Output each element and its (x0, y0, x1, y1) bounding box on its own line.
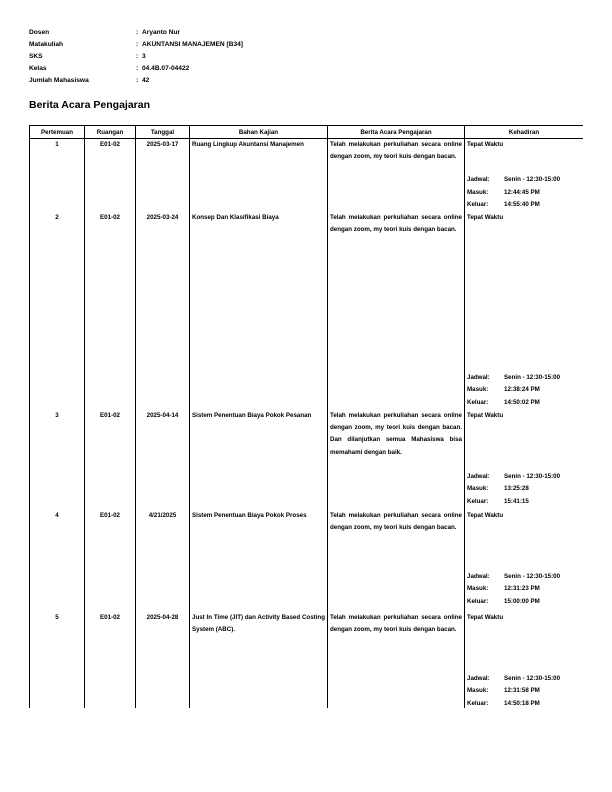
attendance-status: Tepat Waktu (467, 511, 504, 519)
cell-ruangan: E01-02 (85, 212, 136, 410)
jadwal-value: Senin - 12:30-15:00 (504, 573, 561, 581)
masuk-value: 12:44:45 PM (504, 188, 540, 196)
col-header-kehadiran: Kehadiran (465, 126, 584, 139)
cell-tanggal: 2025-03-17 (136, 139, 190, 212)
jadwal-value: Senin - 12:30-15:00 (504, 675, 561, 683)
info-label: Matakuliah (29, 40, 64, 48)
cell-pertemuan: 2 (30, 212, 85, 410)
keluar-label: Keluar: (467, 699, 489, 707)
masuk-value: 12:31:58 PM (504, 687, 540, 695)
keluar-value: 14:50:18 PM (504, 699, 540, 707)
cell-bahan-kajian: Sistem Penentuan Biaya Pokok Proses (190, 510, 328, 612)
cell-ruangan: E01-02 (85, 510, 136, 612)
jadwal-label: Jadwal: (467, 675, 490, 683)
keluar-label: Keluar: (467, 497, 489, 505)
masuk-label: Masuk: (467, 386, 489, 394)
cell-tanggal: 2025-04-14 (136, 410, 190, 510)
cell-kehadiran (465, 410, 584, 510)
info-value: 3 (142, 52, 146, 60)
attendance-status: Tepat Waktu (467, 141, 504, 148)
cell-berita-acara: Telah melakukan perkuliahan secara online dengan zoom, my teori kuis dengan bacan. (328, 510, 465, 612)
col-header-ruangan: Ruangan (85, 126, 136, 139)
col-header-tanggal: Tanggal (136, 126, 190, 139)
attendance-times (467, 174, 581, 211)
cell-bahan-kajian: Sistem Penentuan Biaya Pokok Pesanan (190, 410, 328, 510)
masuk-label: Masuk: (467, 585, 489, 593)
cell-pertemuan: 3 (30, 410, 85, 510)
attendance-status: Tepat Waktu (467, 213, 504, 221)
cell-pertemuan: 1 (30, 139, 85, 212)
masuk-value: 12:31:23 PM (504, 585, 540, 593)
info-value: 04.4B.07-04422 (142, 64, 190, 72)
table-row (30, 139, 584, 212)
info-label: Dosen (29, 28, 50, 36)
info-value: AKUNTANSI MANAJEMEN [B34] (142, 40, 243, 48)
info-separator: : (136, 28, 139, 36)
section-heading: Berita Acara Pengajaran (29, 99, 151, 111)
table-row (30, 410, 584, 510)
masuk-label: Masuk: (467, 687, 489, 695)
info-row (29, 74, 243, 86)
col-header-pertemuan: Pertemuan (30, 126, 85, 139)
keluar-label: Keluar: (467, 597, 489, 605)
info-label: Kelas (29, 64, 47, 72)
table-row (30, 212, 584, 410)
cell-berita-acara: Telah melakukan perkuliahan secara online dengan zoom, my teori kuis dengan bacan. (328, 612, 465, 708)
masuk-value: 12:38:24 PM (504, 386, 540, 394)
info-separator: : (136, 40, 139, 48)
cell-pertemuan: 4 (30, 510, 85, 612)
jadwal-label: Jadwal: (467, 176, 490, 184)
cell-berita-acara: Telah melakukan perkuliahan secara online dengan zoom, my teori kuis dengan bacan. (328, 212, 465, 410)
masuk-value: 13:25:28 (504, 485, 529, 493)
attendance-status: Tepat Waktu (467, 411, 504, 419)
cell-tanggal: 2025-04-28 (136, 612, 190, 708)
cell-kehadiran (465, 612, 584, 708)
teaching-report-table-wrapper (29, 125, 583, 708)
attendance-status: Tepat Waktu (467, 613, 504, 621)
jadwal-value: Senin - 12:30-15:00 (504, 473, 561, 481)
table-row (30, 612, 584, 708)
jadwal-value: Senin - 12:30-15:00 (504, 374, 561, 382)
table-row (30, 510, 584, 612)
masuk-label: Masuk: (467, 188, 489, 196)
info-row (29, 26, 243, 38)
keluar-value: 14:50:02 PM (504, 398, 540, 406)
keluar-value: 15:41:15 (504, 497, 529, 505)
cell-kehadiran (465, 212, 584, 410)
course-info (29, 26, 243, 86)
col-header-bahan-kajian: Bahan Kajian (190, 126, 328, 139)
info-separator: : (136, 64, 139, 72)
cell-berita-acara: Telah melakukan perkuliahan secara online dengan zoom, my teori kuis dengan bacan. Dan dilanjutkan semua Mahasiswa bisa memahami dengan baik. (328, 410, 465, 510)
info-row (29, 62, 243, 74)
masuk-label: Masuk: (467, 485, 489, 493)
keluar-label: Keluar: (467, 398, 489, 406)
info-row (29, 50, 243, 62)
cell-kehadiran (465, 139, 584, 212)
jadwal-label: Jadwal: (467, 374, 490, 382)
jadwal-label: Jadwal: (467, 473, 490, 481)
teaching-report-table (29, 125, 583, 708)
cell-tanggal: 4/21/2025 (136, 510, 190, 612)
cell-pertemuan: 5 (30, 612, 85, 708)
cell-ruangan: E01-02 (85, 139, 136, 212)
col-header-berita-acara: Berita Acara Pengajaran (328, 126, 465, 139)
keluar-value: 14:55:40 PM (504, 201, 540, 209)
attendance-times (467, 471, 581, 508)
cell-bahan-kajian: Ruang Lingkup Akuntansi Manajemen (190, 139, 328, 212)
cell-kehadiran (465, 510, 584, 612)
cell-tanggal: 2025-03-24 (136, 212, 190, 410)
cell-ruangan: E01-02 (85, 410, 136, 510)
cell-berita-acara: Telah melakukan perkuliahan secara online dengan zoom, my teori kuis dengan bacan. (328, 139, 465, 212)
keluar-label: Keluar: (467, 201, 489, 209)
info-label: Jumlah Mahasiswa (29, 76, 89, 84)
info-value: Aryanto Nur (142, 28, 181, 36)
cell-bahan-kajian: Just In Time (JIT) dan Activity Based Costing System (ABC). (190, 612, 328, 708)
attendance-times (467, 571, 581, 608)
table-header-row (30, 126, 584, 139)
cell-bahan-kajian: Konsep Dan Klasifikasi Biaya (190, 212, 328, 410)
info-value: 42 (142, 76, 150, 84)
keluar-value: 15:00:00 PM (504, 597, 540, 605)
info-row (29, 38, 243, 50)
attendance-times (467, 673, 581, 708)
info-separator: : (136, 52, 139, 60)
cell-ruangan: E01-02 (85, 612, 136, 708)
jadwal-value: Senin - 12:30-15:00 (504, 176, 561, 184)
info-label: SKS (29, 52, 43, 60)
jadwal-label: Jadwal: (467, 573, 490, 581)
attendance-times (467, 372, 581, 409)
info-separator: : (136, 76, 139, 84)
